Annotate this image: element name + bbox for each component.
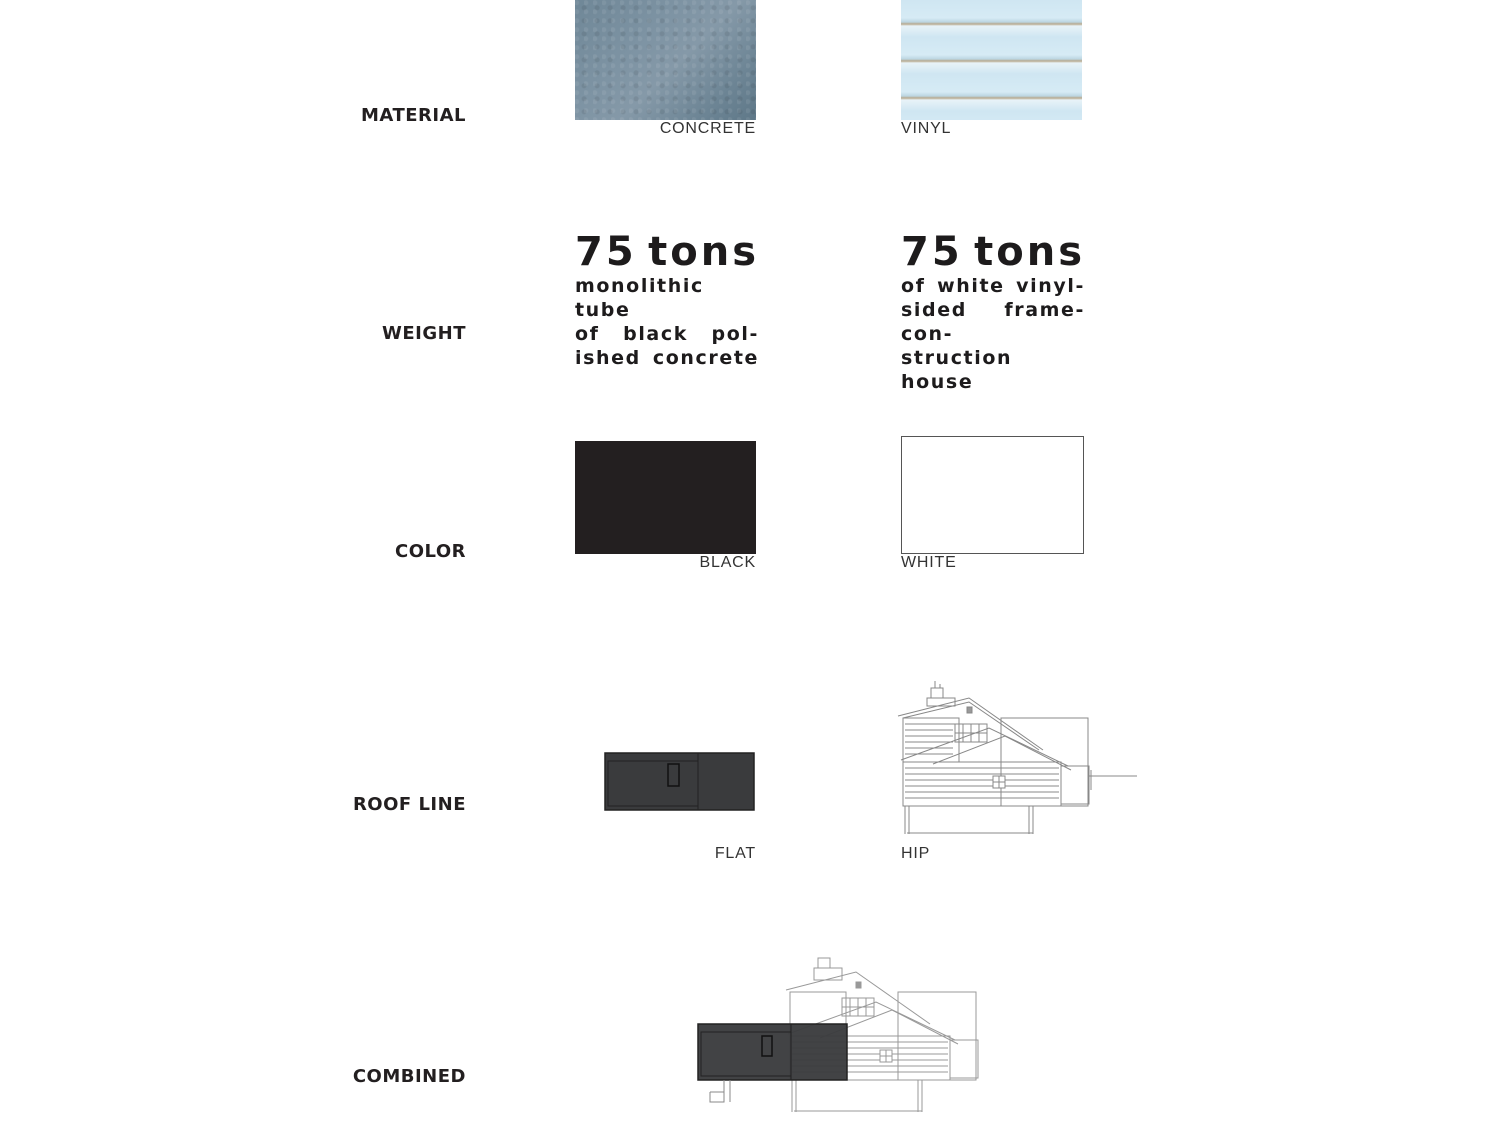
- concrete-texture-image: [575, 0, 756, 120]
- row-label-color: COLOR: [394, 541, 466, 562]
- weight-concrete-amount: 75: [575, 229, 637, 275]
- white-caption: WHITE: [901, 554, 957, 571]
- row-label-weight: WEIGHT: [382, 323, 466, 344]
- flat-caption: FLAT: [714, 845, 756, 862]
- weight-vinyl-description: [901, 274, 1085, 394]
- weight-concrete-headline: [575, 229, 759, 275]
- vinyl-siding-image: [901, 0, 1082, 120]
- vinyl-caption: VINYL: [901, 120, 952, 137]
- weight-vinyl-line: of white vinyl-: [901, 275, 1085, 297]
- row-label-roof-line: ROOF LINE: [352, 794, 466, 815]
- weight-concrete-line: of black pol-: [575, 323, 759, 345]
- row-label-combined: COMBINED: [352, 1066, 466, 1087]
- concrete-caption: CONCRETE: [659, 120, 756, 137]
- weight-vinyl: [901, 229, 1085, 394]
- weight-concrete-line: monolithic tube: [575, 275, 704, 321]
- black-color-swatch: [575, 441, 756, 554]
- weight-vinyl-line: struction house: [901, 347, 1013, 393]
- weight-concrete-line: ished concrete: [575, 347, 759, 369]
- black-caption: BLACK: [699, 554, 756, 571]
- weight-concrete-description: [575, 274, 759, 370]
- weight-vinyl-amount: 75: [901, 229, 963, 275]
- flat-roof-elevation: [604, 752, 756, 812]
- weight-concrete-unit: tons: [648, 229, 759, 275]
- weight-vinyl-headline: [901, 229, 1085, 275]
- row-label-material: MATERIAL: [361, 105, 466, 126]
- hip-caption: HIP: [901, 845, 931, 862]
- weight-concrete: [575, 229, 759, 370]
- hip-roof-house-elevation: [893, 678, 1143, 840]
- weight-vinyl-unit: tons: [974, 229, 1085, 275]
- weight-vinyl-line: sided frame-con-: [901, 299, 1085, 345]
- white-color-swatch: [901, 436, 1084, 554]
- combined-elevation: [690, 952, 990, 1117]
